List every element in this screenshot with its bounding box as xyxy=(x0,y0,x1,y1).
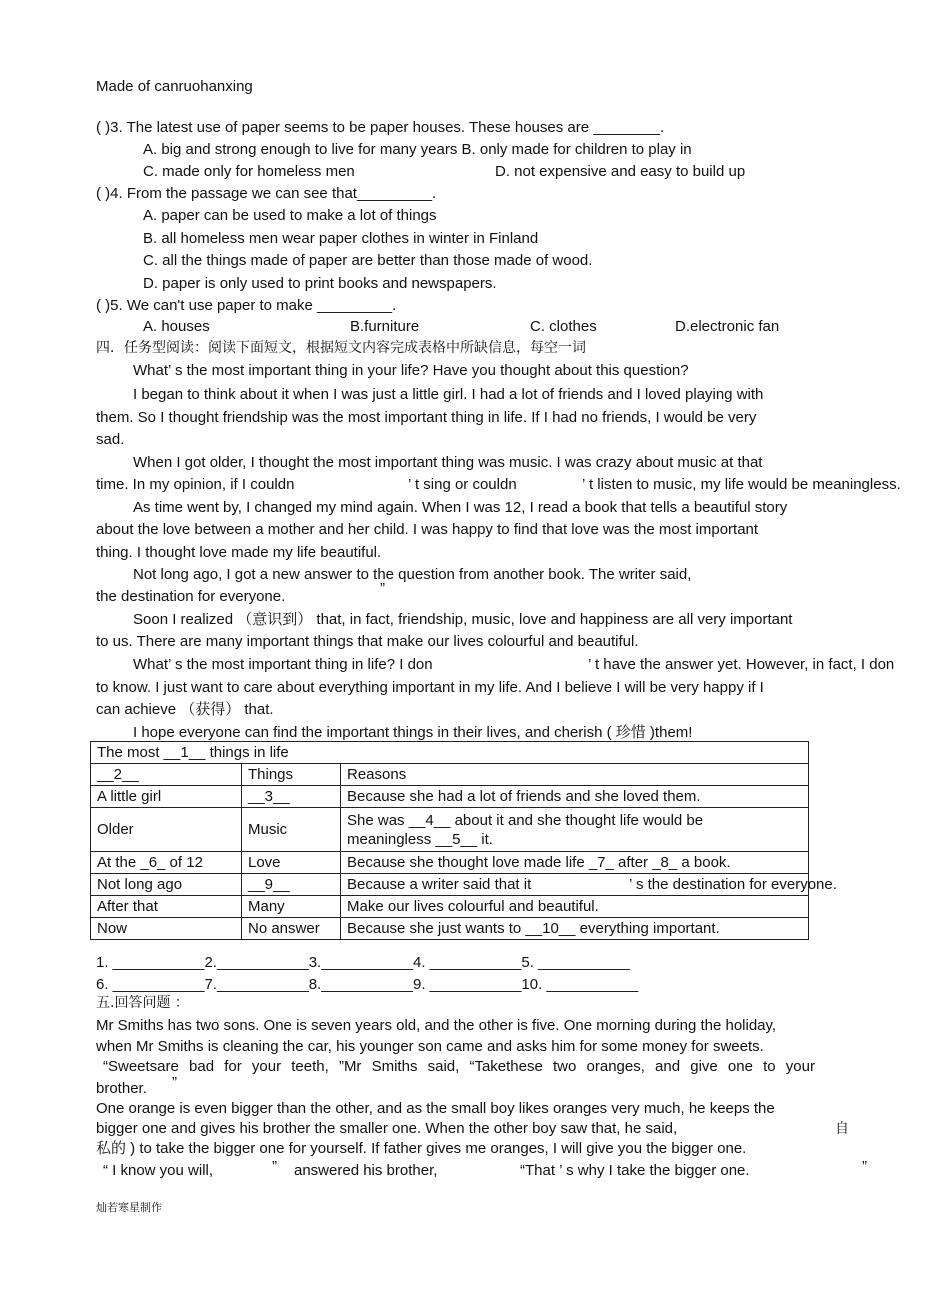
passage-line: ’ t have the answer yet. However, in fact, I don xyxy=(588,656,895,673)
table-cell: Because she thought love made life _7_ after _8_ a book. xyxy=(341,852,809,874)
table-cell: At the _6_ of 12 xyxy=(91,852,242,874)
story-line: bigger one and gives his brother the smaller one. When the other boy saw that, he said, xyxy=(96,1120,678,1137)
answer-line: 6. ___________7.___________8.___________9. ___________10. ___________ xyxy=(96,976,639,993)
story-line: 自 xyxy=(835,1121,849,1137)
task-table xyxy=(90,741,837,940)
story-line: when Mr Smiths is cleaning the car, his younger son came and asks him for some money for sweets. xyxy=(96,1038,764,1055)
table-cell: Love xyxy=(242,852,341,874)
page-header: Made of canruohanxing xyxy=(96,78,253,95)
table-cell: Now xyxy=(91,918,242,940)
question-5-option-b: B.furniture xyxy=(350,318,420,335)
table-cell: No answer xyxy=(242,918,341,940)
table-row xyxy=(91,874,809,896)
passage-line: about the love between a mother and her child. I was happy to find that love was the most important xyxy=(96,521,759,538)
section-5-title: 五.回答问题 ： xyxy=(96,995,189,1011)
table-cell: __9__ xyxy=(242,874,341,896)
question-4-option-c: C. all the things made of paper are better than those made of wood. xyxy=(143,252,593,269)
story-quote-mark: ” xyxy=(172,1074,177,1091)
table-cell: Older xyxy=(91,808,242,852)
passage-line: Not long ago, I got a new answer to the question from another book. The writer said, xyxy=(133,566,692,583)
story-quote-mark: ” xyxy=(272,1158,277,1175)
table-cell xyxy=(341,808,809,852)
passage-line: What’ s the most important thing in your life? Have you thought about this question? xyxy=(133,362,689,379)
story-line: “Sweetsare bad for your teeth, ”Mr Smiths said, “Takethese two oranges, and give one to your xyxy=(103,1058,815,1075)
table-row xyxy=(91,918,809,940)
table-cell: __3__ xyxy=(242,786,341,808)
question-5-option-a: A. houses xyxy=(143,318,210,335)
table-title: The most __1__ things in life xyxy=(91,742,809,764)
question-3-option-c: C. made only for homeless men xyxy=(143,163,355,180)
question-5-option-c: C. clothes xyxy=(530,318,597,335)
page-footer: 灿若寒星制作 xyxy=(96,1201,162,1214)
passage-line: Soon I realized （意识到） that, in fact, friendship, music, love and happiness are all very important xyxy=(133,611,793,628)
table-cell: Because she just wants to __10__ everything important. xyxy=(341,918,809,940)
passage-line: When I got older, I thought the most important thing was music. I was crazy about music at that xyxy=(133,454,763,471)
table-cell xyxy=(341,874,837,896)
question-4-option-a: A. paper can be used to make a lot of things xyxy=(143,207,437,224)
story-line: Mr Smiths has two sons. One is seven years old, and the other is five. One morning during the holiday, xyxy=(96,1017,777,1034)
table-row xyxy=(91,808,809,852)
answer-line: 1. ___________2.___________3.___________4. ___________5. ___________ xyxy=(96,954,630,971)
section-4-title: 四．任务型阅读：阅读下面短文，根据短文内容完成表格中所缺信息，每空一词 xyxy=(96,340,586,356)
table-row xyxy=(91,896,809,918)
table-cell-line: meaningless __5__ it. xyxy=(347,830,493,848)
question-3-options-ab: A. big and strong enough to live for many years B. only made for children to play in xyxy=(143,141,692,158)
passage-quote-mark: ” xyxy=(380,580,385,597)
table-cell: Make our lives colourful and beautiful. xyxy=(341,896,809,918)
story-line: brother. xyxy=(96,1080,147,1097)
passage-line: time. In my opinion, if I couldn xyxy=(96,476,295,493)
question-3-option-d: D. not expensive and easy to build up xyxy=(495,163,746,180)
table-cell-text: Because a writer said that it xyxy=(347,876,532,893)
story-line: One orange is even bigger than the other, and as the small boy likes oranges very much, he keeps the xyxy=(96,1100,775,1117)
story-line: 私的 ) to take the bigger one for yourself. If father gives me oranges, I will give you the bigger one. xyxy=(96,1140,747,1157)
passage-line: I hope everyone can find the important things in their lives, and cherish ( 珍惜 )them! xyxy=(133,724,693,741)
table-header-cell: __2__ xyxy=(91,764,242,786)
question-4-option-d: D. paper is only used to print books and newspapers. xyxy=(143,275,497,292)
story-line: “That ’ s why I take the bigger one. xyxy=(520,1162,750,1179)
passage-line: ’ t listen to music, my life would be meaningless. xyxy=(582,476,901,493)
table-cell: After that xyxy=(91,896,242,918)
table-cell: Music xyxy=(242,808,341,852)
table-cell: Not long ago xyxy=(91,874,242,896)
story-quote-mark: ” xyxy=(862,1158,867,1175)
table-header-row xyxy=(91,764,809,786)
table-cell: Many xyxy=(242,896,341,918)
passage-line: As time went by, I changed my mind again. When I was 12, I read a book that tells a beautiful story xyxy=(133,499,788,516)
passage-line: I began to think about it when I was just a little girl. I had a lot of friends and I loved playing with xyxy=(133,386,764,403)
passage-line: ’ t sing or couldn xyxy=(408,476,517,493)
passage-line: the destination for everyone. xyxy=(96,588,286,605)
table-header-cell: Reasons xyxy=(341,764,809,786)
passage-line: thing. I thought love made my life beautiful. xyxy=(96,544,382,561)
passage-line: What’ s the most important thing in life? I don xyxy=(133,656,433,673)
story-line: answered his brother, xyxy=(294,1162,438,1179)
passage-line: them. So I thought friendship was the most important thing in life. If I had no friends, I would be very xyxy=(96,409,757,426)
question-5-stem: ( )5. We can't use paper to make _________. xyxy=(96,297,397,314)
question-5-option-d: D.electronic fan xyxy=(675,318,780,335)
table-row xyxy=(91,852,809,874)
passage-line: can achieve （获得） that. xyxy=(96,701,274,718)
story-line: “ I know you will, xyxy=(103,1162,214,1179)
table-cell-text: ’ s the destination for everyone. xyxy=(629,876,837,893)
passage-line: sad. xyxy=(96,431,125,448)
question-3-stem: ( )3. The latest use of paper seems to be paper houses. These houses are ________. xyxy=(96,119,665,136)
question-4-stem: ( )4. From the passage we can see that_________. xyxy=(96,185,437,202)
table-row xyxy=(91,742,809,764)
passage-line: to know. I just want to care about everything important in my life. And I believe I will be very happy if I xyxy=(96,679,764,696)
table-cell-line: She was __4__ about it and she thought life would be xyxy=(347,811,704,829)
table-header-cell: Things xyxy=(242,764,341,786)
table-cell: A little girl xyxy=(91,786,242,808)
question-4-option-b: B. all homeless men wear paper clothes in winter in Finland xyxy=(143,230,539,247)
passage-line: to us. There are many important things that make our lives colourful and beautiful. xyxy=(96,633,639,650)
table-row xyxy=(91,786,809,808)
table-cell: Because she had a lot of friends and she loved them. xyxy=(341,786,809,808)
